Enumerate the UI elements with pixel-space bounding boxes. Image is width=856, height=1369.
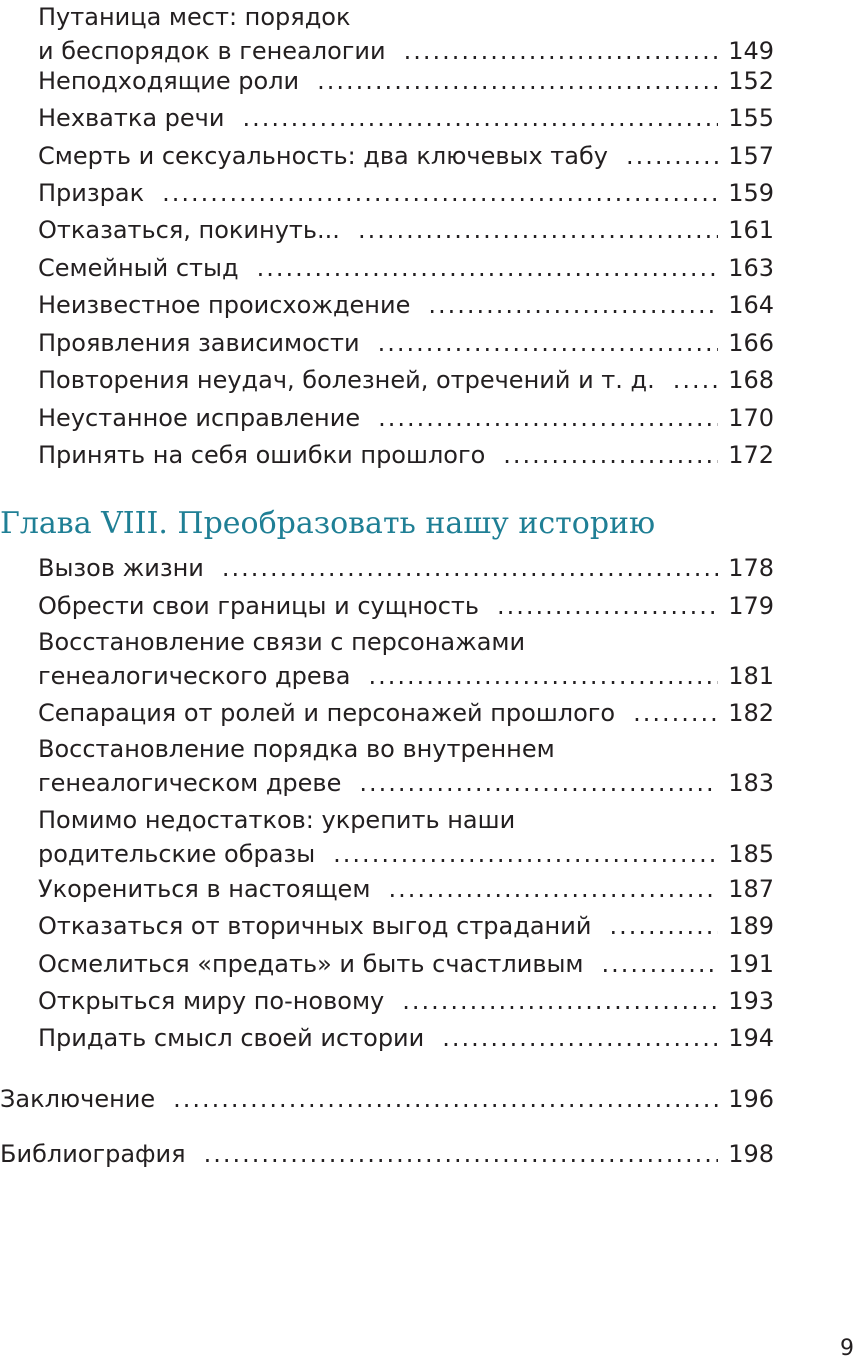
dot-leader <box>242 101 718 135</box>
entry-title: Нехватка речи <box>38 104 225 132</box>
entry-page-number: 168 <box>728 366 774 394</box>
toc-entry-conclusion[interactable] <box>0 1082 774 1116</box>
dot-leader <box>609 909 718 943</box>
dot-leader <box>633 696 718 730</box>
entry-title: Открыться миру по-новому <box>38 987 385 1015</box>
toc-entry[interactable] <box>38 732 774 800</box>
dot-leader <box>359 766 718 800</box>
dot-leader <box>333 837 718 871</box>
entry-page-number: 172 <box>728 441 774 469</box>
toc-entry[interactable] <box>38 909 774 943</box>
entry-title-line1: Восстановление связи с персонажами <box>38 628 526 656</box>
entry-title: Вызов жизни <box>38 554 204 582</box>
entry-page-number: 193 <box>728 987 774 1015</box>
entry-title: Отказаться, покинуть... <box>38 216 340 244</box>
entry-page-number: 155 <box>728 104 774 132</box>
toc-entry[interactable] <box>38 213 774 247</box>
dot-leader <box>626 139 718 173</box>
toc-entry[interactable] <box>38 696 774 730</box>
entry-page-number: 166 <box>728 329 774 357</box>
toc-entry-bibliography[interactable] <box>0 1137 774 1171</box>
entry-page-number: 157 <box>728 142 774 170</box>
entry-page-number: 163 <box>728 254 774 282</box>
entry-page-number: 187 <box>728 875 774 903</box>
dot-leader <box>602 947 719 981</box>
toc-entry[interactable] <box>38 872 774 906</box>
entry-page-number: 189 <box>728 912 774 940</box>
toc-entry[interactable] <box>38 401 774 435</box>
toc-entry[interactable] <box>38 363 774 397</box>
toc-entry[interactable] <box>38 101 774 135</box>
entry-page-number: 178 <box>728 554 774 582</box>
dot-leader <box>503 438 718 472</box>
toc-entry[interactable] <box>38 438 774 472</box>
entry-title: Библиография <box>0 1140 186 1168</box>
entry-page-number: 161 <box>728 216 774 244</box>
entry-title: Проявления зависимости <box>38 329 360 357</box>
dot-leader <box>257 251 719 285</box>
toc-entry[interactable] <box>38 551 774 585</box>
entry-title: Придать смысл своей истории <box>38 1024 425 1052</box>
entry-title-line1: Восстановление порядка во внутреннем <box>38 735 555 763</box>
entry-page-number: 159 <box>728 179 774 207</box>
dot-leader <box>388 872 718 906</box>
entry-title: Принять на себя ошибки прошлого <box>38 441 486 469</box>
toc-entry[interactable] <box>38 326 774 360</box>
dot-leader <box>378 326 719 360</box>
entry-title: Неустанное исправление <box>38 404 361 432</box>
entry-page-number: 152 <box>728 67 774 95</box>
dot-leader <box>173 1082 718 1116</box>
entry-page-number: 182 <box>728 699 774 727</box>
dot-leader <box>673 363 718 397</box>
toc-entry[interactable] <box>38 1021 774 1055</box>
entry-title: Призрак <box>38 179 145 207</box>
entry-page-number: 194 <box>728 1024 774 1052</box>
toc-entry[interactable] <box>38 176 774 210</box>
entry-page-number: 183 <box>728 769 774 797</box>
entry-page-number: 198 <box>728 1140 774 1168</box>
entry-title-line1: Путаница мест: порядок <box>38 3 351 31</box>
dot-leader <box>222 551 718 585</box>
entry-title: Неизвестное происхождение <box>38 291 411 319</box>
entry-title-line1: Помимо недостатков: укрепить наши <box>38 806 516 834</box>
entry-page-number: 181 <box>728 662 774 690</box>
entry-title: Смерть и сексуальность: два ключевых табу <box>38 142 608 170</box>
dot-leader <box>442 1021 718 1055</box>
entry-title: Повторения неудач, болезней, отречений и т. д. <box>38 366 655 394</box>
entry-title: и беспорядок в генеалогии <box>38 37 386 65</box>
toc-entry[interactable] <box>38 251 774 285</box>
entry-title: Отказаться от вторичных выгод страданий <box>38 912 592 940</box>
entry-title: Укорениться в настоящем <box>38 875 371 903</box>
entry-title: Осмелиться «предать» и быть счастливым <box>38 950 584 978</box>
toc-entry[interactable] <box>38 947 774 981</box>
toc-entry[interactable] <box>38 589 774 623</box>
dot-leader <box>368 659 718 693</box>
toc-entry[interactable] <box>38 288 774 322</box>
entry-title: Сепарация от ролей и персонажей прошлого <box>38 699 616 727</box>
toc-entry[interactable] <box>38 803 774 871</box>
entry-page-number: 191 <box>728 950 774 978</box>
entry-page-number: 179 <box>728 592 774 620</box>
entry-page-number: 164 <box>728 291 774 319</box>
dot-leader <box>204 1137 719 1171</box>
dot-leader <box>317 64 718 98</box>
entry-page-number: 196 <box>728 1085 774 1113</box>
dot-leader <box>162 176 718 210</box>
entry-page-number: 149 <box>728 37 774 65</box>
toc-entry[interactable] <box>38 139 774 173</box>
dot-leader <box>378 401 718 435</box>
page-number: 9 <box>840 1336 854 1361</box>
chapter-heading[interactable]: Глава VIII. Преобразовать нашу историю <box>0 506 656 541</box>
entry-title: Обрести свои границы и сущность <box>38 592 480 620</box>
entry-title: генеалогического древа <box>38 662 351 690</box>
dot-leader <box>404 34 719 68</box>
dot-leader <box>428 288 718 322</box>
entry-title: родительские образы <box>38 840 316 868</box>
toc-entry[interactable] <box>38 64 774 98</box>
toc-entry[interactable] <box>38 984 774 1018</box>
entry-page-number: 170 <box>728 404 774 432</box>
entry-title: генеалогическом древе <box>38 769 342 797</box>
toc-entry[interactable] <box>38 625 774 693</box>
dot-leader <box>402 984 718 1018</box>
dot-leader <box>358 213 718 247</box>
dot-leader <box>497 589 718 623</box>
entry-title: Неподходящие роли <box>38 67 300 95</box>
toc-entry[interactable] <box>38 0 774 68</box>
entry-page-number: 185 <box>728 840 774 868</box>
entry-title: Заключение <box>0 1085 156 1113</box>
entry-title: Семейный стыд <box>38 254 239 282</box>
